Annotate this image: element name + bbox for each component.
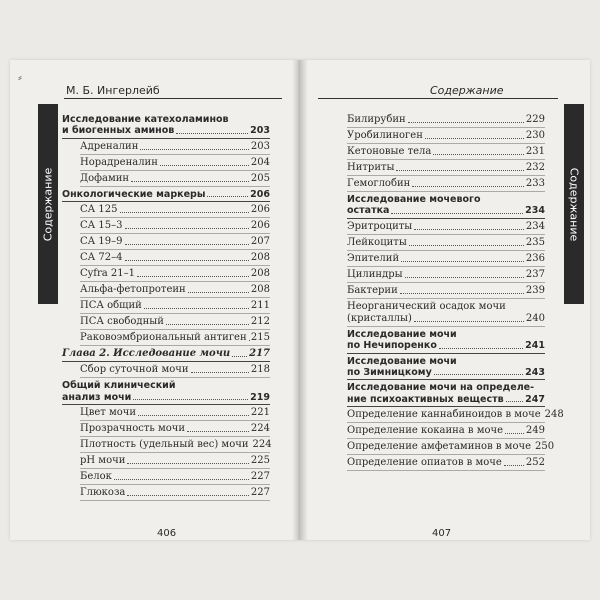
toc-entry[interactable]	[347, 301, 545, 325]
toc-entry-title: Прозрачность мочи	[80, 422, 186, 434]
toc-entry-page: 234	[525, 205, 545, 217]
toc-entry[interactable]	[347, 409, 564, 421]
toc-entry-page: 208	[250, 284, 270, 296]
toc-entry-page: 237	[525, 268, 545, 280]
toc-entry-title: Нитриты	[347, 162, 395, 173]
toc-entry-page: 240	[525, 312, 545, 324]
toc-entry-title: Белок	[80, 470, 112, 482]
toc-entry-title: Определение кокаина в моче	[347, 425, 504, 437]
toc-entry-page: 252	[525, 457, 545, 469]
toc-entry[interactable]	[347, 178, 545, 190]
toc-entry-title: Адреналин	[80, 140, 139, 152]
toc-entry-title-line2: и биогенных аминов	[62, 125, 175, 137]
toc-entry-title: Определение амфетаминов в моче	[347, 441, 532, 453]
toc-entry-title: Плотность (удельный вес) мочи	[80, 438, 249, 450]
leader-dots	[409, 245, 524, 246]
leader-dots	[125, 260, 249, 261]
toc-entry[interactable]	[62, 300, 270, 312]
toc-entry-page: 247	[525, 393, 545, 405]
toc-entry-title-line2: по Зимницкому	[347, 366, 432, 378]
toc-entry-title-line1: Исследование мочи	[347, 355, 457, 367]
leader-dots	[434, 374, 523, 375]
toc-entry-page: 203	[250, 125, 270, 137]
toc-entry[interactable]	[347, 194, 545, 217]
leader-dots	[144, 308, 249, 309]
toc-entry-page: 221	[250, 406, 270, 418]
side-tab-left	[38, 104, 58, 304]
toc-entry-title: Уробилиноген	[347, 130, 423, 141]
toc-entry-title: Кетоновые тела	[347, 146, 432, 157]
toc-entry-page: 227	[250, 486, 270, 498]
toc-entry-title: СА 19–9	[80, 236, 123, 248]
leader-dots	[191, 372, 249, 373]
toc-entry-title: Раковоэмбриональный антиген	[80, 332, 247, 344]
toc-entry[interactable]	[62, 157, 270, 169]
leader-dots	[505, 433, 524, 434]
toc-entry[interactable]	[62, 189, 270, 200]
toc-entry-title-line2: ние психоактивных веществ	[347, 393, 504, 405]
toc-entry-page: 229	[525, 114, 545, 125]
toc-entry-title-line1: Исследование катехоламинов	[62, 114, 229, 125]
leader-dots	[405, 277, 524, 278]
toc-entry-title: СА 15–3	[80, 220, 123, 232]
toc-entry[interactable]	[62, 204, 270, 216]
leader-dots	[166, 324, 249, 325]
toc-entry[interactable]	[62, 284, 270, 296]
toc-entry[interactable]	[62, 407, 270, 419]
toc-entry[interactable]	[347, 130, 545, 142]
toc-entry[interactable]	[62, 471, 270, 483]
pencil-mark-icon: ⸗	[18, 70, 22, 84]
toc-entry-title: pH мочи	[80, 454, 126, 466]
toc-entry[interactable]	[62, 114, 270, 137]
toc-entry-title: Определение каннабиноидов в моче	[347, 409, 541, 421]
toc-entry-page: 235	[525, 236, 545, 248]
toc-entry-page: 212	[250, 316, 270, 328]
toc-entry-page: 227	[250, 470, 270, 482]
toc-entry-title: Цилиндры	[347, 268, 403, 280]
toc-entry-page: 211	[250, 300, 270, 312]
toc-entry[interactable]	[347, 382, 545, 405]
toc-entry[interactable]	[62, 141, 270, 153]
toc-entry-page: 225	[250, 454, 270, 466]
toc-entry-page: 206	[250, 188, 270, 200]
leader-dots	[504, 465, 524, 466]
toc-entry-page: 243	[525, 366, 545, 378]
toc-entry-title: Глюкоза	[80, 486, 126, 498]
toc-entry[interactable]	[347, 441, 555, 453]
leader-dots	[187, 431, 249, 432]
toc-entry-title: Cyfra 21–1	[80, 268, 136, 280]
toc-entry[interactable]	[62, 220, 270, 232]
toc-entry-title: СА 72–4	[80, 252, 123, 264]
toc-entry[interactable]	[347, 221, 545, 233]
toc-entry-page: 234	[525, 220, 545, 232]
toc-entry[interactable]	[347, 356, 545, 379]
toc-entry-page: 224	[250, 422, 270, 434]
toc-entry-page: 203	[250, 140, 270, 152]
toc-entry-page: 239	[525, 284, 545, 296]
toc-entry[interactable]	[62, 364, 270, 376]
toc-entry[interactable]	[62, 316, 270, 328]
leader-dots	[140, 149, 249, 150]
toc-entry-title: СА 125	[80, 204, 118, 216]
leader-dots	[188, 292, 249, 293]
toc-entry-page: 236	[525, 252, 545, 264]
side-tab-right	[564, 104, 584, 304]
toc-entry[interactable]	[347, 329, 545, 352]
toc-entry[interactable]	[62, 455, 270, 467]
toc-entry[interactable]	[347, 285, 545, 297]
leader-dots	[408, 122, 524, 123]
toc-entry-title-line2: по Нечипоренко	[347, 340, 437, 352]
toc-entry[interactable]	[62, 332, 270, 344]
leader-dots	[391, 213, 523, 214]
leader-dots	[439, 348, 523, 349]
toc-entry-page: 207	[250, 236, 270, 248]
toc-entry-title: Эритроциты	[347, 220, 413, 232]
toc-entry[interactable]	[347, 269, 545, 281]
toc-entry-page: 208	[250, 268, 270, 280]
leader-dots	[127, 463, 249, 464]
toc-entry[interactable]	[62, 252, 270, 264]
toc-entry-page: 231	[525, 146, 545, 157]
leader-dots	[425, 138, 524, 139]
leader-dots	[160, 165, 249, 166]
toc-entry-title: Сбор суточной мочи	[80, 364, 189, 376]
leader-dots	[400, 293, 524, 294]
toc-entry-page: 215	[250, 332, 270, 344]
leader-dots	[125, 228, 249, 229]
toc-entry[interactable]	[62, 439, 270, 451]
toc-entry-page: 204	[250, 156, 270, 168]
leader-dots	[232, 356, 247, 357]
toc-entry-title: Цвет мочи	[80, 406, 137, 418]
toc-entry-page: 208	[250, 252, 270, 264]
toc-entry-title-line2: остатка	[347, 205, 390, 217]
page-number-right: 407	[432, 528, 452, 539]
toc-entry-title: ПСА общий	[80, 300, 142, 312]
leader-dots	[207, 196, 248, 197]
toc-entry-title-line1: Неорганический осадок мочи	[347, 300, 506, 312]
book-gutter	[292, 60, 308, 540]
toc-entry-title: Определение опиатов в моче	[347, 457, 502, 469]
toc-entry[interactable]	[347, 114, 545, 126]
toc-entry-title: Глава 2. Исследование мочи	[62, 348, 231, 360]
toc-entry[interactable]	[62, 423, 270, 435]
toc-entry-title-line1: Общий клинический	[62, 380, 176, 392]
toc-entry-title: Лейкоциты	[347, 236, 407, 248]
page-number-left: 406	[157, 528, 177, 539]
toc-entry-page: 248	[544, 409, 564, 421]
toc-entry[interactable]	[347, 237, 545, 249]
toc-entry-page: 217	[249, 348, 270, 360]
leader-dots	[401, 261, 524, 262]
toc-entry-page: 219	[250, 391, 270, 403]
toc-entry[interactable]	[62, 173, 270, 185]
side-tab-right-label: Содержание	[567, 167, 581, 241]
header-rule-right	[318, 98, 558, 99]
leader-dots	[131, 181, 249, 182]
toc-entry-page: 230	[525, 130, 545, 141]
running-header-author: М. Б. Ингерлейб	[66, 84, 160, 97]
toc-entry-title-line1: Исследование мочи	[347, 328, 457, 340]
toc-entry-title-line1: Исследование мочи на определе-	[347, 382, 535, 394]
toc-entry-title-line1: Исследование мочевого	[347, 194, 481, 205]
side-tab-left-label: Содержание	[41, 167, 55, 241]
leader-dots	[137, 276, 249, 277]
toc-entry-title: Альфа-фетопротеин	[80, 284, 186, 296]
toc-entry[interactable]	[62, 487, 270, 499]
leader-dots	[125, 244, 249, 245]
toc-entry-title: Гемоглобин	[347, 178, 411, 189]
toc-entry-page: 249	[525, 425, 545, 437]
toc-entry[interactable]	[347, 253, 545, 265]
toc-chapter-entry[interactable]	[62, 348, 270, 360]
toc-entry-title-line2: (кристаллы)	[347, 312, 412, 324]
toc-entry[interactable]	[347, 146, 545, 158]
toc-entry-page: 206	[250, 220, 270, 232]
leader-dots	[133, 399, 248, 400]
leader-dots	[127, 495, 249, 496]
toc-entry-title-line2: анализ мочи	[62, 391, 132, 403]
leader-dots	[414, 229, 524, 230]
toc-entry-title: Норадреналин	[80, 156, 158, 168]
toc-entry-page: 233	[525, 178, 545, 189]
toc-entry-title: ПСА свободный	[80, 316, 164, 328]
toc-entry-page: 241	[525, 340, 545, 352]
toc-entry-page: 206	[250, 204, 270, 216]
leader-dots	[176, 133, 248, 134]
leader-dots	[120, 212, 249, 213]
toc-entry[interactable]	[62, 236, 270, 248]
leader-dots	[396, 170, 523, 171]
toc-entry[interactable]	[62, 380, 270, 403]
toc-entry-page: 224	[252, 438, 272, 450]
toc-right-column	[347, 114, 564, 473]
running-header-title: Содержание	[430, 84, 504, 97]
toc-entry-title: Билирубин	[347, 114, 406, 125]
leader-dots	[433, 154, 524, 155]
toc-entry[interactable]	[347, 162, 545, 174]
toc-entry-page: 232	[525, 162, 545, 173]
toc-entry-page: 218	[250, 364, 270, 376]
header-rule-left	[64, 98, 282, 99]
leader-dots	[114, 479, 249, 480]
toc-entry[interactable]	[62, 268, 270, 280]
toc-entry[interactable]	[347, 425, 545, 437]
toc-entry-title: Бактерии	[347, 284, 398, 296]
leader-dots	[414, 321, 524, 322]
leader-dots	[506, 401, 524, 402]
toc-entry-page: 205	[250, 172, 270, 184]
toc-entry-title: Эпителий	[347, 252, 400, 264]
leader-dots	[412, 186, 524, 187]
toc-entry-page: 250	[535, 441, 555, 453]
toc-entry-title: Онкологические маркеры	[62, 188, 206, 200]
leader-dots	[138, 415, 249, 416]
toc-left-column	[62, 114, 270, 503]
toc-entry-title: Дофамин	[80, 172, 130, 184]
toc-entry[interactable]	[347, 457, 545, 469]
